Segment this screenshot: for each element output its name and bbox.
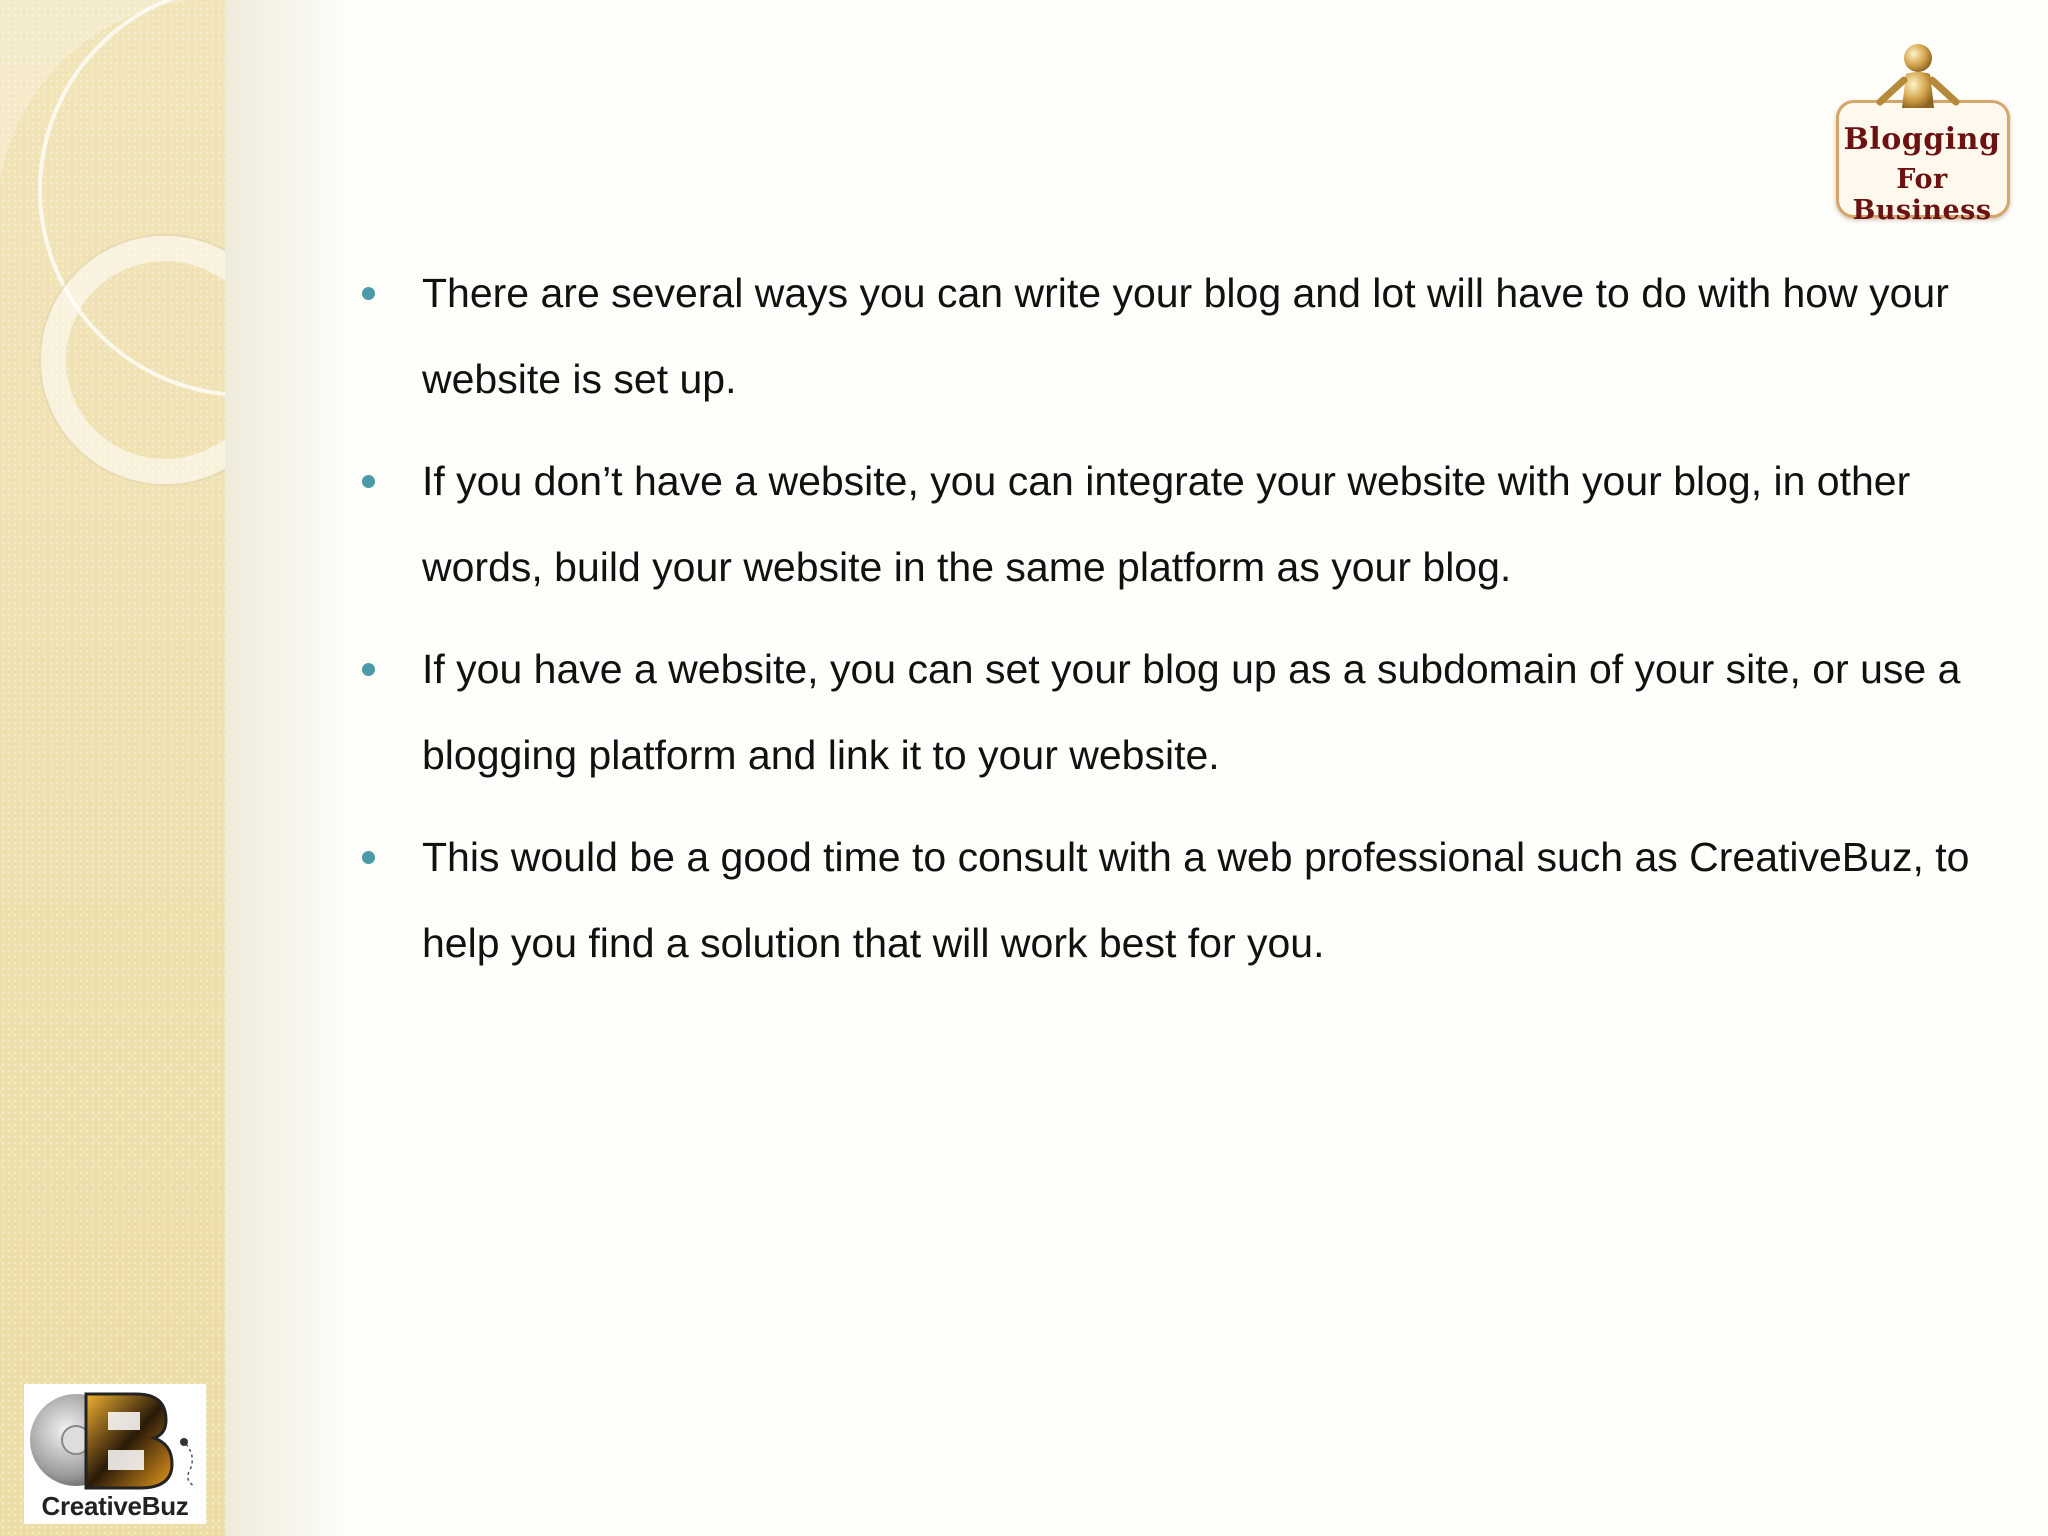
bullet-item [352,438,1982,610]
bullet-item [352,250,1982,422]
bullet-list [352,250,1982,1002]
ring-decoration [0,0,225,520]
bullet-text: If you don’t have a website, you can integrate your website with your blog, in other words, build your website in the same platform as your blog. [422,458,1911,590]
creativebuz-name: CreativeBuz [41,1491,189,1521]
bullet-item [352,626,1982,798]
sidebar-shadow [225,0,355,1536]
bullet-item [352,814,1982,986]
bullet-dot-icon [362,287,375,300]
figure-icon [1830,38,2015,118]
creativebuz-logo [24,1384,206,1524]
sidebar-decoration [0,0,225,1536]
bullet-dot-icon [362,851,375,864]
bullet-text: If you have a website, you can set your blog up as a subdomain of your site, or use a blogging platform and link it to your website. [422,646,1961,778]
logo-line-1: Blogging [1843,122,2001,157]
bullet-text: This would be a good time to consult with a web professional such as CreativeBuz, to help you find a solution that will work best for you. [422,834,1970,966]
bullet-dot-icon [362,475,375,488]
logo-line-2: For Business [1852,164,1992,226]
bullet-dot-icon [362,663,375,676]
cb-mark-icon [24,1384,206,1494]
blogging-for-business-logo [1830,38,2015,226]
bullet-text: There are several ways you can write your blog and lot will have to do with how your website is set up. [422,270,1949,402]
